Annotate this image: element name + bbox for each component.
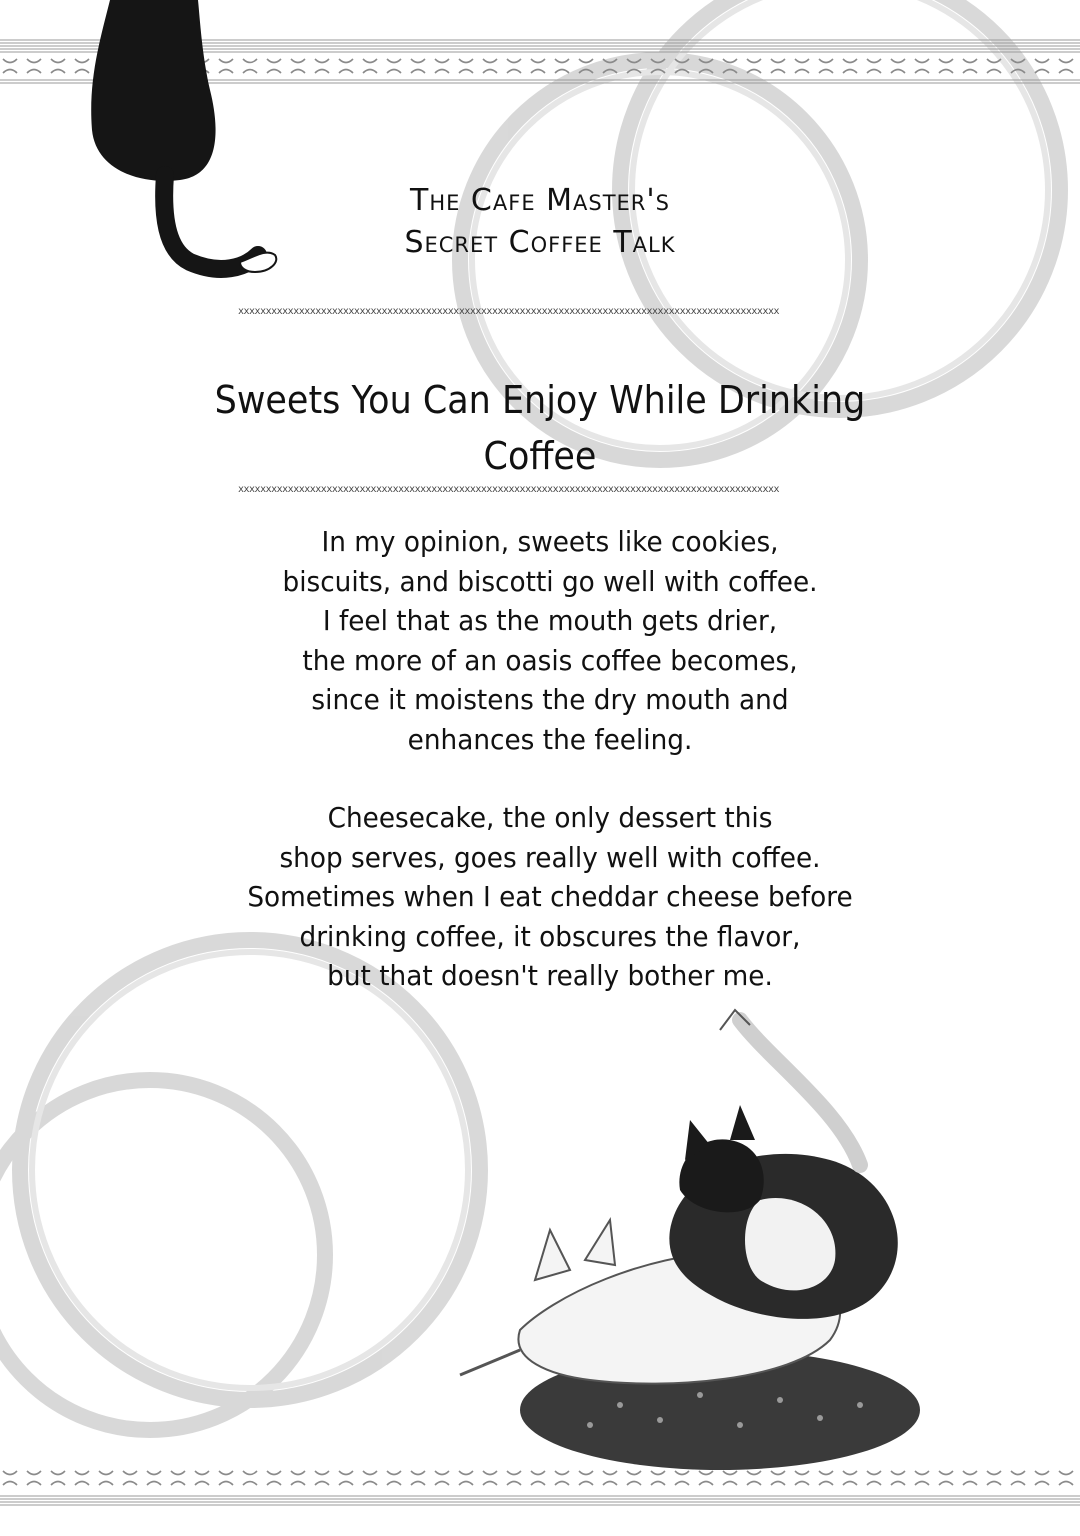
border-stitch xyxy=(315,59,329,73)
border-stitch xyxy=(795,59,809,73)
border-stitch xyxy=(987,59,1001,73)
section-header xyxy=(300,180,780,264)
border-stitch xyxy=(123,1471,137,1485)
paragraph-line: since it moistens the dry mouth and xyxy=(311,683,789,716)
border-stitch xyxy=(363,59,377,73)
border-stitch xyxy=(651,59,665,73)
paragraph-line: biscuits, and biscotti go well with coffee. xyxy=(282,564,818,598)
header-line-1: The Cafe Master's xyxy=(410,183,670,218)
paragraph-line: the more of an oasis coffee becomes, xyxy=(302,643,798,677)
border-stitch xyxy=(459,59,473,73)
border-stitch xyxy=(675,59,689,73)
border-stitch xyxy=(915,59,929,73)
border-stitch xyxy=(387,1471,401,1485)
border-stitch xyxy=(627,59,641,73)
border-stitch xyxy=(267,1471,281,1485)
border-stitch xyxy=(411,59,425,73)
border-stitch xyxy=(435,59,449,73)
border-stitch xyxy=(171,1471,185,1485)
coffee-ring xyxy=(20,940,480,1400)
paragraph-line: Cheesecake, the only dessert this xyxy=(327,801,773,834)
border-stitch xyxy=(291,1471,305,1485)
border-stitch xyxy=(243,1471,257,1485)
border-stitch xyxy=(339,1471,353,1485)
border-stitch xyxy=(939,59,953,73)
border-stitch xyxy=(1059,1471,1073,1485)
paragraph-line: but that doesn't really bother me. xyxy=(327,959,773,992)
border-stitch xyxy=(531,59,545,73)
paragraph-line: In my opinion, sweets like cookies, xyxy=(321,525,779,558)
border-stitch xyxy=(51,59,65,73)
divider-top: xxxxxxxxxxxxxxxxxxxxxxxxxxxxxxxxxxxxxxxxxxxxxxxxxxxxxxxxxxxxxxxxxxxxxxxxxxxxxxxxxxxxxxxxxxxxxxxxxx xyxy=(238,306,780,317)
border-stitch xyxy=(1035,59,1049,73)
border-stitch xyxy=(891,59,905,73)
border-stitch xyxy=(51,1471,65,1485)
border-stitch xyxy=(99,1471,113,1485)
border-stitch xyxy=(363,1471,377,1485)
border-stitch xyxy=(219,1471,233,1485)
paragraph-line: enhances the feeling. xyxy=(407,722,693,756)
border-stitch xyxy=(3,1471,17,1485)
border-stitch xyxy=(195,1471,209,1485)
border-stitch xyxy=(555,59,569,73)
cats-on-cushion-illustration xyxy=(440,1000,1000,1500)
page-title: Sweets You Can Enjoy While Drinking Coffee xyxy=(214,378,866,478)
border-stitch xyxy=(603,59,617,73)
border-stitch xyxy=(75,1471,89,1485)
border-stitch xyxy=(387,59,401,73)
border-stitch xyxy=(1011,1471,1025,1485)
border-stitch xyxy=(315,1471,329,1485)
paragraph-2 xyxy=(221,798,879,996)
paragraph-1 xyxy=(221,522,879,759)
border-stitch xyxy=(1011,59,1025,73)
header-line-2: Secret Coffee Talk xyxy=(404,225,676,260)
border-stitch xyxy=(723,59,737,73)
border-stitch xyxy=(819,59,833,73)
border-stitch xyxy=(747,59,761,73)
border-stitch xyxy=(867,59,881,73)
divider-bottom: xxxxxxxxxxxxxxxxxxxxxxxxxxxxxxxxxxxxxxxxxxxxxxxxxxxxxxxxxxxxxxxxxxxxxxxxxxxxxxxxxxxxxxxxxxxxxxxxxx xyxy=(238,484,780,495)
black-cat-illustration xyxy=(70,0,300,300)
border-stitch xyxy=(339,59,353,73)
paragraph-line: shop serves, goes really well with coffee. xyxy=(279,840,821,874)
border-stitch xyxy=(483,59,497,73)
border-stitch xyxy=(771,59,785,73)
border-stitch xyxy=(1035,1471,1049,1485)
border-stitch xyxy=(27,59,41,73)
paragraph-line: Sometimes when I eat cheddar cheese before xyxy=(247,880,853,913)
border-stitch xyxy=(3,59,17,73)
border-stitch xyxy=(1059,59,1073,73)
border-stitch xyxy=(411,1471,425,1485)
border-stitch xyxy=(963,59,977,73)
paragraph-line: drinking coffee, it obscures the flavor, xyxy=(299,919,801,953)
border-stitch xyxy=(27,1471,41,1485)
border-stitch xyxy=(507,59,521,73)
border-stitch xyxy=(843,59,857,73)
border-stitch xyxy=(147,1471,161,1485)
border-stitch xyxy=(699,59,713,73)
border-stitch xyxy=(579,59,593,73)
paragraph-line: I feel that as the mouth gets drier, xyxy=(322,604,778,637)
